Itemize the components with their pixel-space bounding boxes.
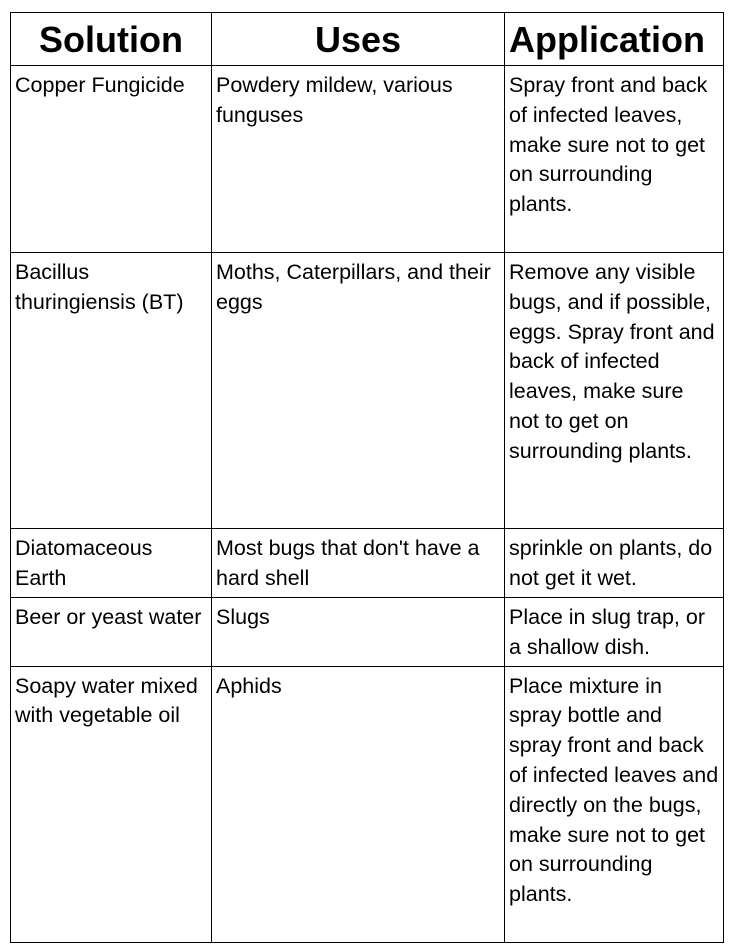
header-application: Application	[505, 13, 724, 66]
header-uses: Uses	[212, 13, 505, 66]
cell-application: sprinkle on plants, do not get it wet.	[505, 529, 724, 598]
cell-solution: Beer or yeast water	[11, 598, 212, 667]
cell-application: Spray front and back of infected leaves, make sure not to get on surrounding plants.	[505, 66, 724, 253]
cell-uses: Moths, Caterpillars, and their eggs	[212, 253, 505, 529]
table-header-row	[11, 13, 724, 66]
table-row	[11, 253, 724, 529]
cell-application: Remove any visible bugs, and if possible, eggs. Spray front and back of infected leaves, make sure not to get on surrounding plants.	[505, 253, 724, 529]
cell-application: Place in slug trap, or a shallow dish.	[505, 598, 724, 667]
cell-solution: Copper Fungicide	[11, 66, 212, 253]
table-row	[11, 529, 724, 598]
cell-solution: Soapy water mixed with vegetable oil	[11, 666, 212, 942]
table-row	[11, 666, 724, 942]
pest-solutions-table	[10, 12, 724, 943]
header-solution: Solution	[11, 13, 212, 66]
cell-uses: Powdery mildew, various funguses	[212, 66, 505, 253]
cell-solution: Bacillus thuringiensis (BT)	[11, 253, 212, 529]
table-row	[11, 598, 724, 667]
cell-solution: Diatomaceous Earth	[11, 529, 212, 598]
cell-uses: Slugs	[212, 598, 505, 667]
cell-application: Place mixture in spray bottle and spray front and back of infected leaves and directly on the bugs, make sure not to get on surrounding plants.	[505, 666, 724, 942]
cell-uses: Aphids	[212, 666, 505, 942]
table-row	[11, 66, 724, 253]
cell-uses: Most bugs that don't have a hard shell	[212, 529, 505, 598]
